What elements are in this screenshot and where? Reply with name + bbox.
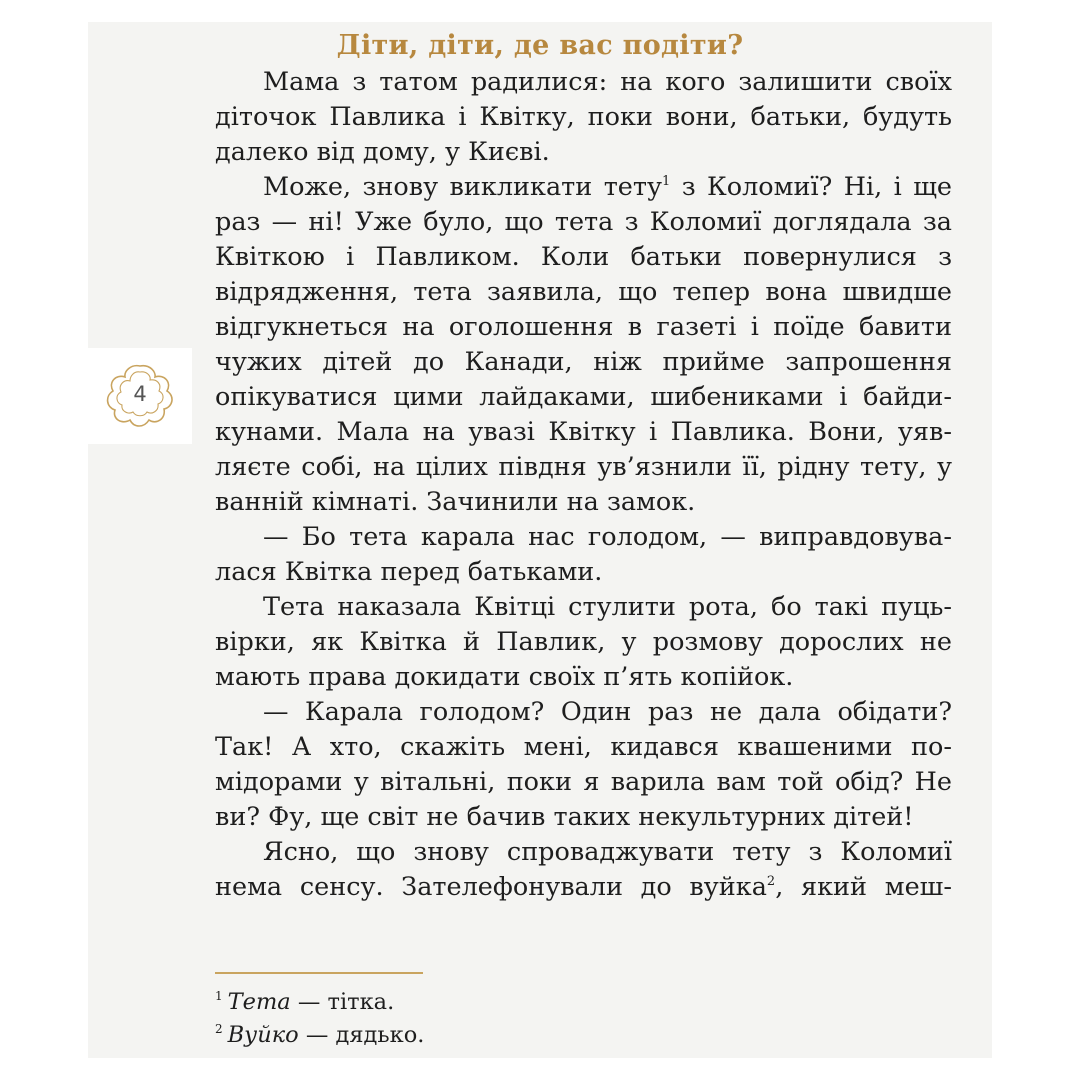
footnote-definition: — дядько. [298,1022,425,1048]
page-number-badge [104,362,176,428]
footnote-term: Тета [227,989,291,1015]
paragraph [215,520,952,590]
body-text [215,65,952,905]
footnote-definition: — тітка. [290,989,395,1015]
paragraph [215,835,952,905]
chapter-title: Діти, діти, де вас подіти? [336,30,744,61]
paragraph-text: Може, знову викликати тету [263,172,663,202]
paragraph-text: Ясно, що знову спроваджувати тету з Коломиї нема сенсу. Зателефонували до вуйка [215,837,952,902]
paragraph-text: — Карала голодом? Один раз не дала обідати? Так! А хто, скажіть мені, кидався квашеними помідорами у вітальні, поки я варила вам той обід? Не ви? Фу, ще світ не бачив таких некультурних дітей! [215,697,952,832]
paragraph [215,65,952,170]
footnote-term: Вуйко [227,1022,299,1048]
page-number: 4 [133,382,147,406]
footnote-number: 1 [215,989,223,1003]
footnote-divider [215,972,423,974]
paragraph-text: Тета наказала Квітці стулити рота, бо такі пуцьвірки, як Квітка й Павлик, у розмову дорослих не мають права докидати своїх п’ять копійок. [215,592,952,692]
paragraph [215,590,952,695]
footnote [215,986,952,1019]
paragraph-text: Мама з татом радилися: на кого залишити своїх діточок Павлика і Квітку, поки вони, батьки, будуть далеко від дому, у Києві. [215,67,952,167]
footnote-number: 2 [215,1022,223,1036]
paragraph-text: , який меш- [775,872,952,902]
footnotes [215,986,952,1052]
paragraph [215,695,952,835]
footnote-marker: 2 [766,874,776,889]
paragraph-text: — Бо тета карала нас голодом, — виправдовувалася Квітка перед батьками. [215,522,952,587]
footnote [215,1019,952,1052]
paragraph-text: з Коломиї? Ні, і ще раз — ні! Уже було, що тета з Коломиї доглядала за Квіткою і Павликом. Коли батьки повернулися з відрядження, тета заявила, що тепер вона швидше відгукнеться на оголошення в газеті і поїде бавити чужих дітей до Канади, ніж прийме запрошення опікуватися цими лайдаками, шибениками і байдикунами. Мала на увазі Квітку і Павлика. Вони, уявляєте собі, на цілих півдня ув’язнили її, рідну тету, у ванній кімнаті. Зачинили на замок. [215,172,953,517]
paragraph [215,170,952,520]
footnote-marker: 1 [662,174,671,189]
